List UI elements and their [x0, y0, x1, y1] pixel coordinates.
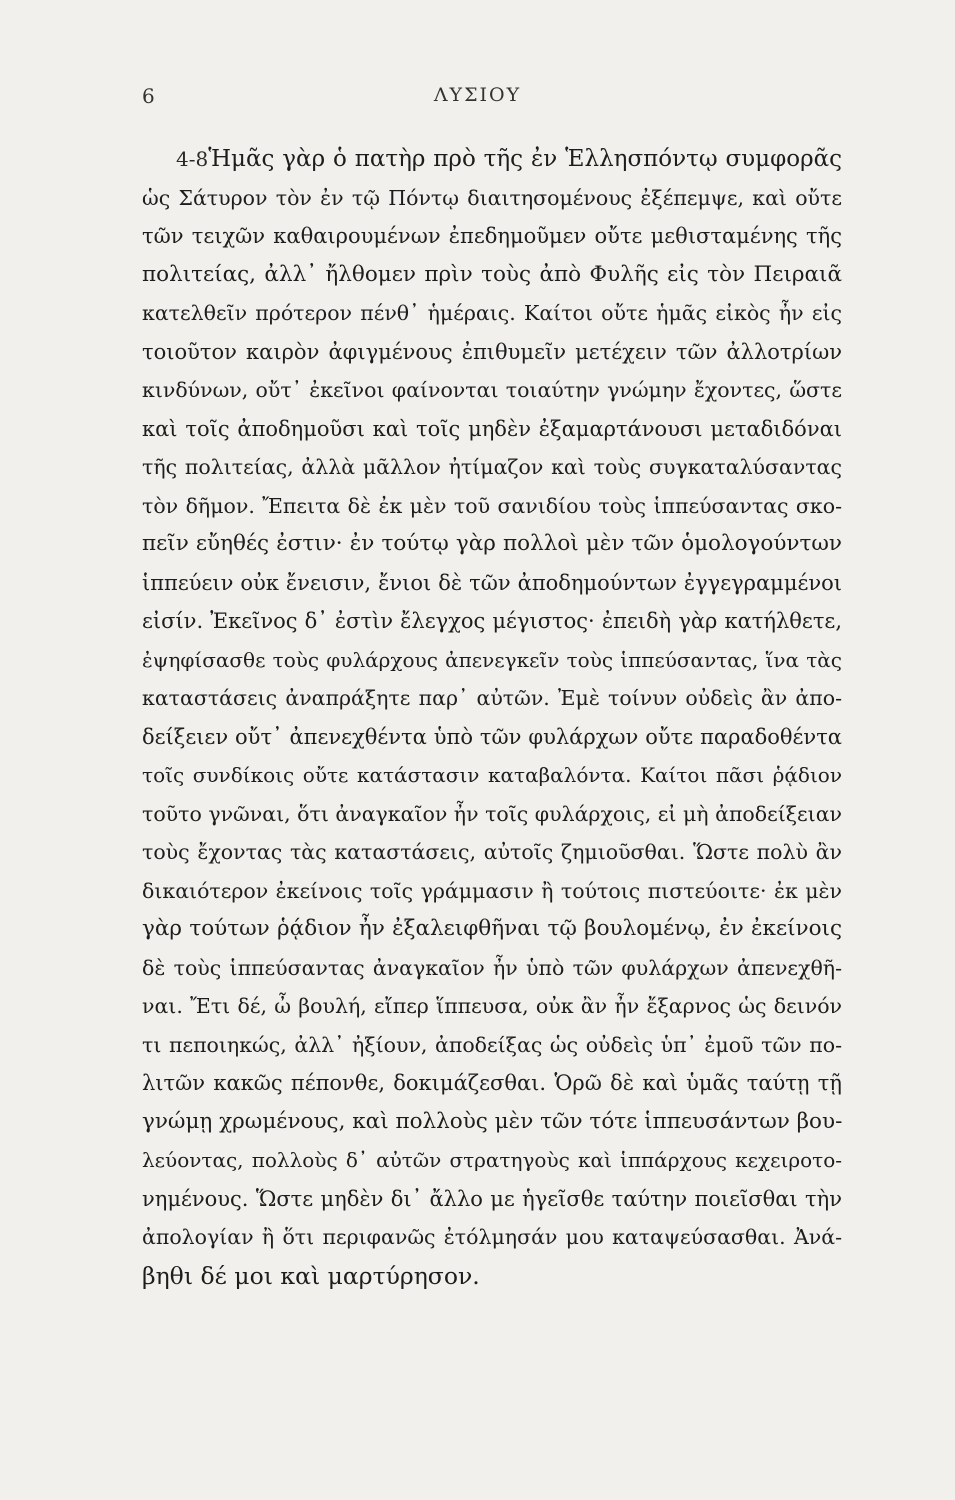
text-line: βηθι δέ μοι καὶ μαρτύρησον. [142, 1261, 480, 1290]
text-line: τοιοῦτον καιρὸν ἀφιγμένους ἐπιθυμεῖν μετέχειν τῶν ἀλλοτρίων [142, 339, 842, 364]
text-line: τοῖς συνδίκοις οὔτε κατάστασιν καταβαλόντα. Καίτοι πᾶσι ῥᾴδιον [142, 763, 842, 787]
text-line: ἐψηφίσασθε τοὺς φυλάρχους ἀπενεγκεῖν τοὺς ἱππεύσαντας, ἵνα τὰς [142, 647, 842, 672]
text-line: ὡς Σάτυρον τὸν ἐν τῷ Πόντῳ διαιτησομένους ἐξέπεμψε, καὶ οὔτε [142, 185, 842, 210]
text-line: κινδύνων, οὔτ᾽ ἐκεῖνοι φαίνονται τοιαύτην γνώμην ἔχοντες, ὥστε [142, 378, 842, 402]
text-line: τοὺς ἔχοντας τὰς καταστάσεις, αὐτοῖς ζημιοῦσθαι. Ὥστε πολὺ ἂν [142, 840, 842, 864]
text-line: τι πεποιηκώς, ἀλλ᾽ ἠξίουν, ἀποδείξας ὡς οὐδεὶς ὑπ᾽ ἐμοῦ τῶν πο- [142, 1032, 842, 1057]
text-line: κατελθεῖν πρότερον πένθ᾽ ἡμέραις. Καίτοι οὔτε ἡμᾶς εἰκὸς ἦν εἰς [142, 301, 842, 325]
text-line: δείξειεν οὔτ᾽ ἀπενεχθέντα ὑπὸ τῶν φυλάρχων οὔτε παραδοθέντα [142, 724, 842, 749]
text-line: γὰρ τούτων ῥᾴδιον ἦν ἐξαλειφθῆναι τῷ βουλομένῳ, ἐν ἐκείνοις [142, 916, 842, 941]
text-line: τῶν τειχῶν καθαιρουμένων ἐπεδημοῦμεν οὔτε μεθισταμένης τῆς [142, 224, 842, 248]
body-text [142, 140, 842, 1295]
text-line: λεύοντας, πολλοὺς δ᾽ αὐτῶν στρατηγοὺς καὶ ἱππάρχους κεχειροτο- [142, 1148, 842, 1172]
text-line: δὲ τοὺς ἱππεύσαντας ἀναγκαῖον ἦν ὑπὸ τῶν φυλάρχων ἀπενεχθῆ- [142, 955, 842, 980]
text-line: γνώμῃ χρωμένους, καὶ πολλοὺς μὲν τῶν τότε ἱππευσάντων βου- [142, 1108, 843, 1134]
text-line: πεῖν εὔηθές ἐστιν· ἐν τούτῳ γὰρ πολλοὶ μὲν τῶν ὁμολογούντων [142, 531, 842, 556]
section-marker: 4-8 [176, 147, 209, 171]
text-line: ναι. Ἔτι δέ, ὦ βουλή, εἴπερ ἵππευσα, οὐκ ἂν ἦν ἔξαρνος ὡς δεινόν [142, 994, 842, 1018]
text-line: λιτῶν κακῶς πέπονθε, δοκιμάζεσθαι. Ὁρῶ δὲ καὶ ὑμᾶς ταύτῃ τῇ [142, 1071, 842, 1095]
text-line: ἱππεύειν οὐκ ἔνεισιν, ἔνιοι δὲ τῶν ἀποδημούντων ἐγγεγραμμένοι [142, 570, 842, 595]
text-line: τοῦτο γνῶναι, ὅτι ἀναγκαῖον ἦν τοῖς φυλάρχοις, εἰ μὴ ἀποδείξειαν [142, 801, 843, 826]
text-line: νημένους. Ὥστε μηδὲν δι᾽ ἄλλο με ἡγεῖσθε ταύτην ποιεῖσθαι τὴν [142, 1186, 842, 1211]
text-line: ἀπολογίαν ἢ ὅτι περιφανῶς ἐτόλμησάν μου καταψεύσασθαι. Ἀνά- [142, 1225, 842, 1249]
text-line: καταστάσεις ἀναπράξητε παρ᾽ αὐτῶν. Ἐμὲ τοίνυν οὐδεὶς ἂν ἀπο- [142, 686, 842, 710]
text-line: εἰσίν. Ἐκεῖνος δ᾽ ἐστὶν ἔλεγχος μέγιστος· ἐπειδὴ γὰρ κατήλθετε, [142, 609, 842, 633]
page-number: 6 [142, 84, 155, 108]
text-line: πολιτείας, ἀλλ᾽ ἤλθομεν πρὶν τοὺς ἀπὸ Φυλῆς εἰς τὸν Πειραιᾶ [142, 261, 842, 287]
text-line: τὸν δῆμον. Ἔπειτα δὲ ἐκ μὲν τοῦ σανιδίου τοὺς ἱππεύσαντας σκο- [142, 493, 842, 518]
text-line [142, 140, 842, 179]
text-line: δικαιότερον ἐκείνοις τοῖς γράμμασιν ἢ τούτοις πιστεύοιτε· ἐκ μὲν [142, 878, 842, 903]
running-head: ΛΥΣΙΟΥ [433, 84, 522, 106]
text-line: καὶ τοῖς ἀποδημοῦσι καὶ τοῖς μηδὲν ἐξαμαρτάνουσι μεταδιδόναι [142, 416, 842, 441]
text-line-content: Ἡμᾶς γὰρ ὁ πατὴρ πρὸ τῆς ἐν Ἑλλησπόντῳ συμφορᾶς [208, 146, 842, 172]
text-line: τῆς πολιτείας, ἀλλὰ μᾶλλον ἠτίμαζον καὶ τοὺς συγκαταλύσαντας [142, 455, 842, 479]
